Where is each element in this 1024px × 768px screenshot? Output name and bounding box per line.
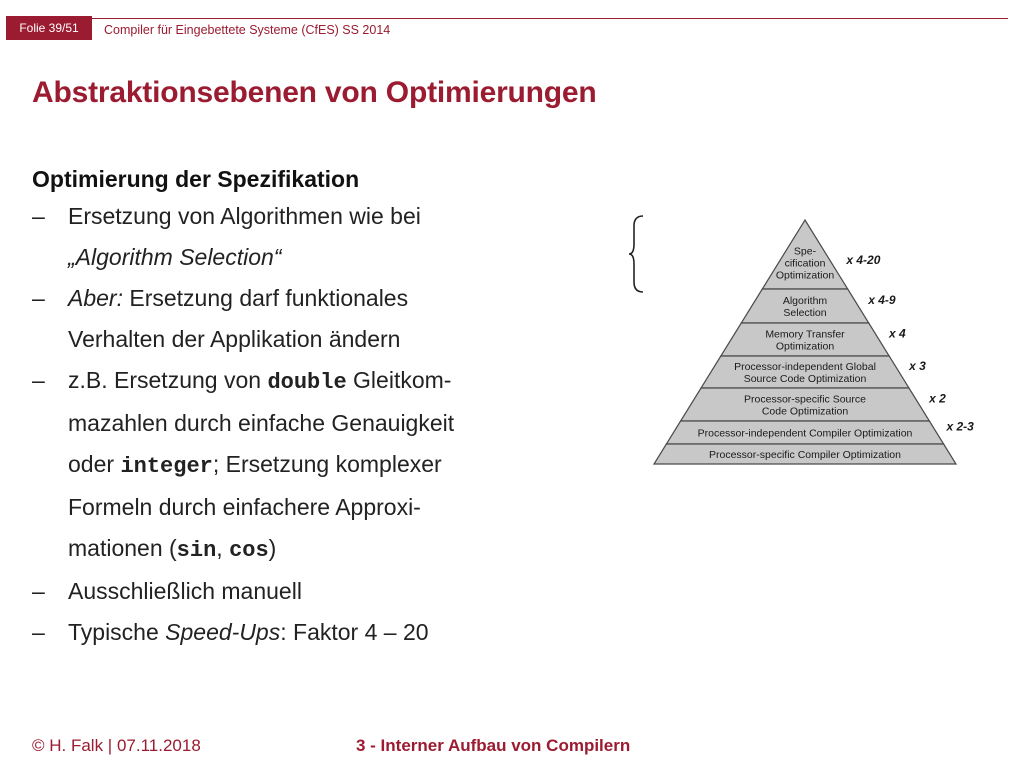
- bullet-continuation: [32, 319, 592, 360]
- bullet-continuation: [32, 487, 592, 528]
- bullet-text: mazahlen durch einfache Genauigkeit: [68, 410, 455, 436]
- pyramid-level-label: cification: [784, 257, 826, 270]
- bullet-item: [32, 196, 592, 237]
- bullet-text: Gleitkom-: [346, 367, 452, 393]
- slide-content: [32, 162, 592, 653]
- pyramid-speedup-factor: x 4-9: [868, 293, 896, 307]
- bullet-item: [32, 360, 592, 403]
- bullet-item: [32, 612, 592, 653]
- pyramid-level-label: Processor-specific Compiler Optimization: [709, 449, 901, 461]
- pyramid-level-label: Selection: [783, 307, 827, 319]
- pyramid-speedup-factor: x 3: [909, 359, 926, 373]
- header-rule: [92, 18, 1008, 19]
- section-heading: Optimierung der Spezifikation: [32, 166, 360, 192]
- pyramid-speedup-factor: x 2-3: [946, 419, 974, 434]
- bullet-text: Formeln durch einfachere Approxi-: [68, 494, 421, 520]
- bullet-list: [32, 196, 592, 653]
- bullet-dash: –: [32, 285, 45, 311]
- footer-author-date: © H. Falk | 07.11.2018: [32, 736, 201, 755]
- bullet-text: Ausschließlich manuell: [68, 578, 302, 604]
- bullet-text: : Faktor 4 – 20: [280, 619, 429, 645]
- bullet-text: Verhalten der Applikation ändern: [68, 326, 401, 352]
- slide-title: Abstraktionsebenen von Optimierungen: [32, 76, 597, 109]
- bullet-italic: Aber:: [68, 285, 123, 311]
- bullet-text: oder: [68, 451, 121, 477]
- bullet-continuation: [32, 403, 592, 444]
- pyramid-level-label: Spe-: [793, 245, 817, 258]
- bullet-continuation: [32, 237, 592, 278]
- pyramid-level-label: Source Code Optimization: [743, 373, 867, 385]
- bullet-text: mationen (: [68, 535, 177, 561]
- pyramid-level-label: Algorithm: [782, 295, 828, 307]
- footer-chapter: 3 - Interner Aufbau von Compilern: [356, 736, 631, 755]
- slide-number-badge: Folie 39/51: [6, 16, 92, 40]
- code-cos: cos: [229, 538, 269, 563]
- bullet-item: [32, 278, 592, 319]
- pyramid-speedup-factor: x 4-20: [846, 253, 881, 267]
- code-sin: sin: [176, 538, 217, 563]
- curly-brace-icon: [628, 214, 646, 294]
- bullet-text: z.B. Ersetzung von: [68, 367, 268, 393]
- pyramid-level-label: Processor-independent Compiler Optimization: [697, 427, 913, 440]
- bullet-quote: „Algorithm Selection“: [68, 244, 282, 270]
- pyramid-level-label: Code Optimization: [761, 405, 849, 418]
- bullet-text: ,: [216, 535, 230, 561]
- pyramid-level-label: Processor-specific Source: [744, 393, 866, 406]
- bullet-continuation: [32, 528, 592, 571]
- pyramid-level-label: Optimization: [775, 340, 835, 353]
- pyramid-speedup-factor: x 2: [929, 391, 946, 406]
- pyramid-level-label: Memory Transfer: [765, 328, 845, 341]
- bullet-dash: –: [32, 619, 45, 645]
- code-integer: integer: [120, 454, 213, 479]
- bullet-text: Typische: [68, 619, 166, 645]
- pyramid-level-label: Optimization: [775, 269, 835, 282]
- bullet-italic: Speed-Ups: [165, 619, 281, 645]
- bullet-item: [32, 571, 592, 612]
- bullet-text: ): [268, 535, 277, 561]
- code-double: double: [267, 370, 347, 395]
- pyramid-level-label: Processor-independent Global: [734, 361, 876, 373]
- bullet-text: Ersetzung von Algorithmen wie bei: [68, 203, 421, 229]
- optimization-pyramid-diagram: [646, 216, 996, 468]
- bullet-text: Ersetzung darf funktionales: [122, 285, 409, 311]
- bullet-continuation: [32, 444, 592, 487]
- bullet-dash: –: [32, 203, 45, 229]
- course-title: Compiler für Eingebettete Systeme (CfES) SS 2014: [104, 23, 391, 37]
- bullet-dash: –: [32, 367, 45, 393]
- bullet-dash: –: [32, 578, 45, 604]
- bullet-text: ; Ersetzung komplexer: [212, 451, 442, 477]
- pyramid-speedup-factor: x 4: [888, 326, 906, 341]
